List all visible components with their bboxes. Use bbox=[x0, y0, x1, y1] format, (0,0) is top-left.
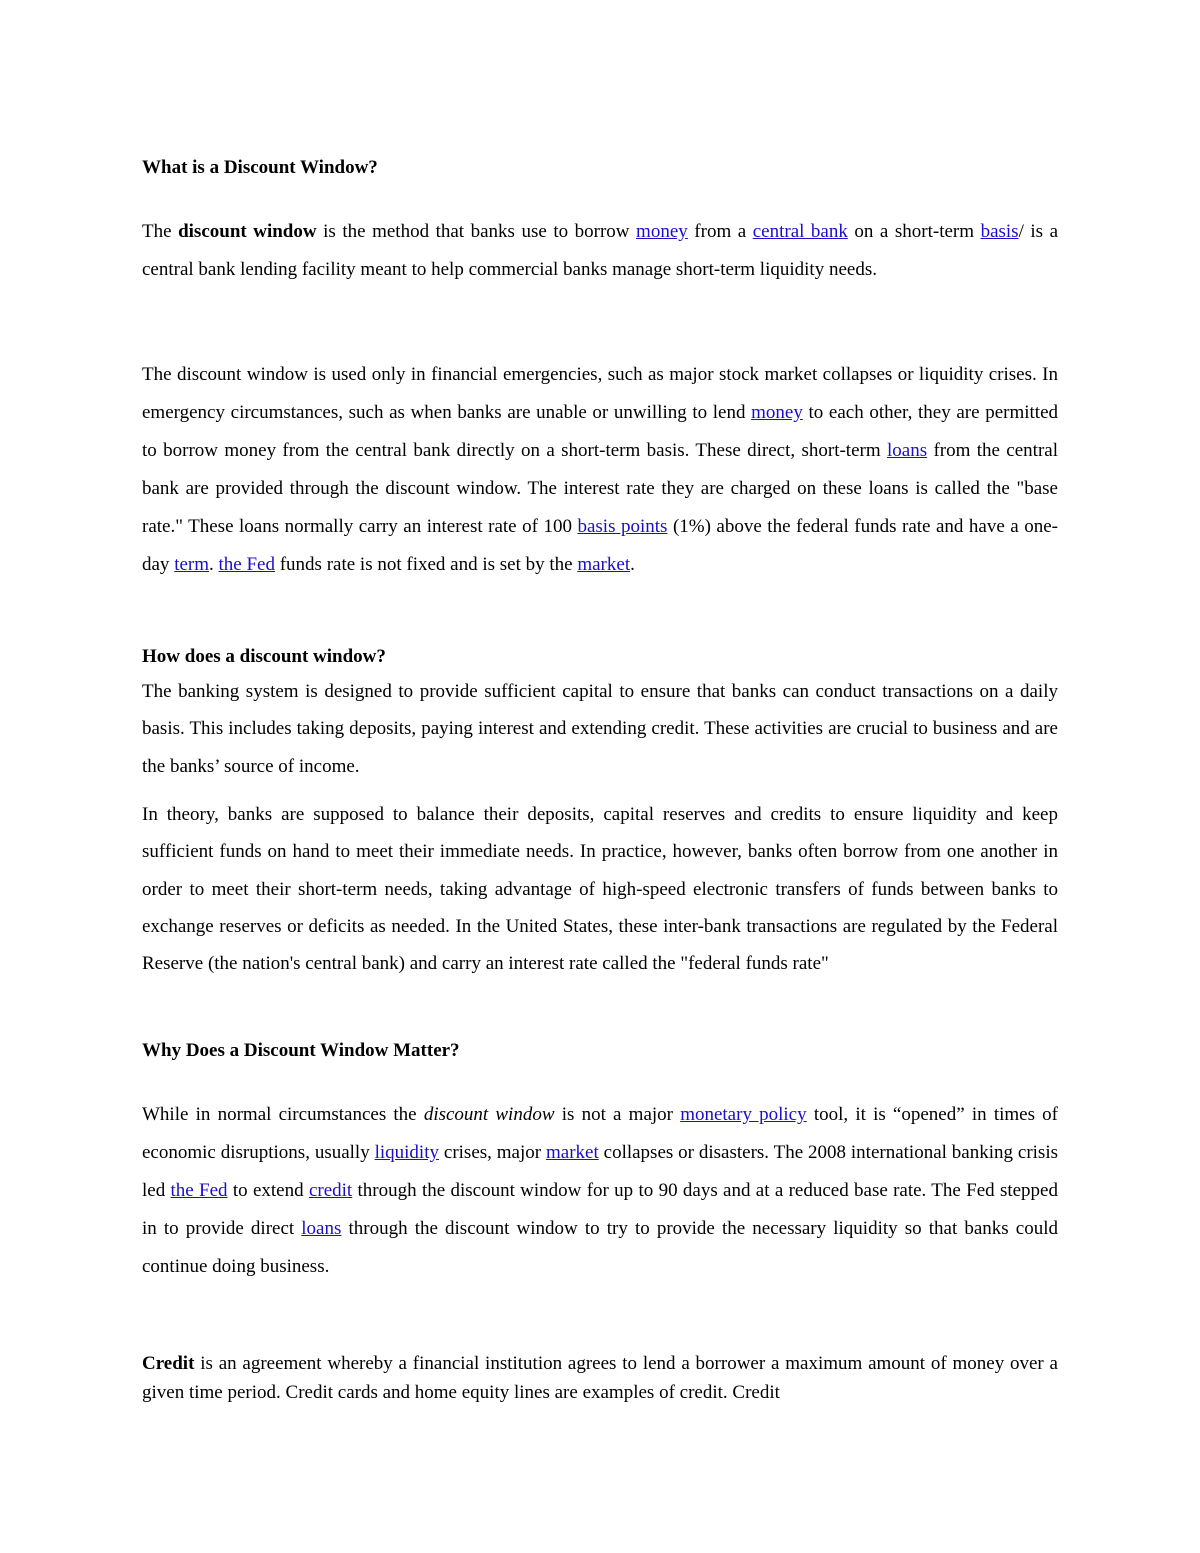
link-loans[interactable]: loans bbox=[886, 440, 928, 461]
link-central-bank[interactable]: central bank bbox=[752, 221, 848, 242]
text: (1%) above the federal funds rate and have a one-day bbox=[142, 516, 1058, 575]
text: . bbox=[209, 554, 219, 575]
bold-term: Credit bbox=[142, 1353, 195, 1374]
heading-how-does-discount-window: How does a discount window? bbox=[142, 646, 386, 667]
paragraph-definition bbox=[142, 213, 1058, 289]
link-basis[interactable]: basis bbox=[980, 221, 1019, 242]
text: . bbox=[630, 554, 635, 575]
text: is an agreement whereby a financial institution agrees to lend a borrower a maximum amount of money over a given time period. Credit cards and home equity lines are examples of credit. Credit bbox=[142, 1353, 1058, 1403]
link-money[interactable]: money bbox=[751, 402, 803, 423]
link-credit[interactable]: credit bbox=[308, 1180, 353, 1201]
text: to each other, they are permitted to borrow money from the central bank directly on a short-term basis. These direct, short-term bbox=[142, 402, 1058, 461]
text: The discount window is used only in financial emergencies, such as major stock market collapses or liquidity crises. In emergency circumstances, such as when banks are unable or unwilling to lend bbox=[142, 364, 1058, 423]
link-liquidity[interactable]: liquidity bbox=[374, 1142, 439, 1163]
text: from a bbox=[687, 221, 753, 242]
link-the-fed[interactable]: the Fed bbox=[218, 554, 275, 575]
text: on a short-term bbox=[847, 221, 981, 242]
text: tool, it is “opened” in times of economic disruptions, usually bbox=[142, 1104, 1059, 1163]
paragraph-why-matter bbox=[142, 1096, 1058, 1286]
bold-term: discount window bbox=[178, 221, 317, 242]
text: / is a central bank lending facility meant to help commercial banks manage short-term liquidity needs. bbox=[142, 221, 1059, 280]
paragraph-emergencies bbox=[142, 356, 1058, 584]
link-term[interactable]: term bbox=[174, 554, 210, 575]
paragraph-credit bbox=[142, 1350, 1058, 1407]
text: to extend bbox=[227, 1180, 309, 1201]
text: is not a major bbox=[554, 1104, 681, 1125]
paragraph-in-theory: In theory, banks are supposed to balance their deposits, capital reserves and credits to ensure liquidity and keep sufficient funds on hand to meet their immediate needs. In practice, however, banks often borrow from one another in order to meet their short-term needs, taking advantage of high-speed electronic transfers of funds between banks to exchange reserves or deficits as needed. In the United States, these inter-bank transactions are regulated by the Federal Reserve (the nation's central bank) and carry an interest rate called the "federal funds rate" bbox=[142, 804, 1058, 975]
text: through the discount window for up to 90 days and at a reduced base rate. The Fed stepped in to provide direct bbox=[142, 1180, 1058, 1239]
heading-what-is-discount-window: What is a Discount Window? bbox=[142, 157, 378, 178]
text: is the method that banks use to borrow bbox=[316, 221, 637, 242]
italic-term: discount window bbox=[423, 1104, 555, 1125]
heading-why-matter: Why Does a Discount Window Matter? bbox=[142, 1040, 460, 1061]
text: While in normal circumstances the bbox=[142, 1104, 424, 1125]
text: funds rate is not fixed and is set by the bbox=[274, 554, 578, 575]
text: from the central bank are provided through the discount window. The interest rate they are charged on these loans is called the "base rate." These loans normally carry an interest rate of 100 bbox=[142, 440, 1058, 537]
text: through the discount window to try to provide the necessary liquidity so that banks could continue doing business. bbox=[142, 1218, 1058, 1277]
link-basis-points[interactable]: basis points bbox=[577, 516, 668, 537]
link-monetary-policy[interactable]: monetary policy bbox=[680, 1104, 807, 1125]
text: crises, major bbox=[439, 1142, 546, 1163]
text: collapses or disasters. The 2008 international banking crisis led bbox=[142, 1142, 1058, 1201]
link-the-fed[interactable]: the Fed bbox=[170, 1180, 228, 1201]
link-market[interactable]: market bbox=[577, 554, 631, 575]
link-money[interactable]: money bbox=[636, 221, 688, 242]
text: The bbox=[142, 221, 179, 242]
link-market[interactable]: market bbox=[545, 1142, 599, 1163]
link-loans[interactable]: loans bbox=[301, 1218, 342, 1239]
paragraph-banking-system: The banking system is designed to provide sufficient capital to ensure that banks can conduct transactions on a daily basis. This includes taking deposits, paying interest and extending credit. These activities are crucial to business and are the banks’ source of income. bbox=[142, 681, 1058, 777]
